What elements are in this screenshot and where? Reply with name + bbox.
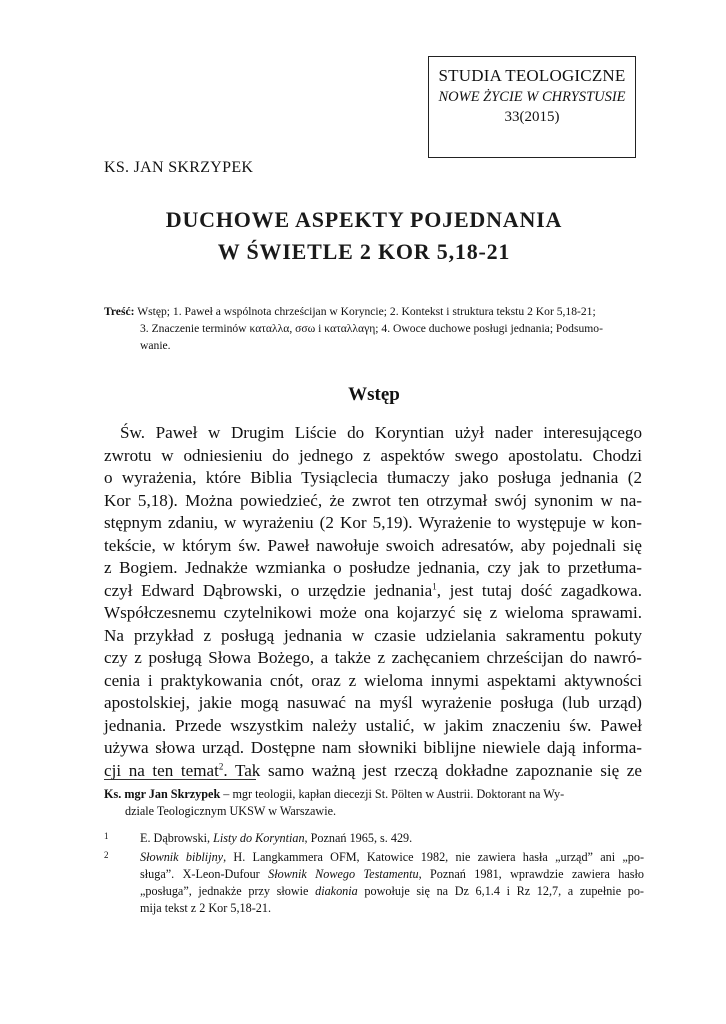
body-paragraph [104, 422, 642, 782]
body-line: Św. Paweł w Drugim Liście do Koryntian użył nader interesującego [120, 423, 642, 442]
body-line: czy z posługą Słowa Bożego, a także z zachęcaniem chrześcijan do nawró- [104, 648, 642, 667]
footnote-ref-2[interactable]: 2 [218, 760, 224, 771]
body-line: Współczesnemu czytelnikowi może ona kojarzyć się z wieloma sprawami. [104, 603, 642, 622]
footnote-line [104, 830, 644, 847]
footnote-1 [104, 830, 644, 847]
footnote-text: , Poznań 1981, wprawdzie zawiera hasło [418, 867, 645, 881]
title-line-1: DUCHOWE ASPEKTY POJEDNANIA [165, 207, 563, 232]
footnote-line [104, 866, 644, 883]
body-line: jednania. Przede wszystkim należy ustalić, w jakim znaczeniu św. Paweł [104, 715, 642, 735]
title-line-2: W ŚWIETLE 2 KOR 5,18-21 [217, 239, 511, 264]
footnote-title: Słownik biblijny [140, 850, 224, 864]
footnote-text: E. Dąbrowski, [140, 831, 214, 845]
body-line: apostolskiej, jakie mogą nasuwać na myśl wyrażenie posługa (lub urząd) [104, 693, 642, 712]
article-author: KS. JAN SKRZYPEK [104, 159, 254, 176]
author-note-line-1 [104, 786, 644, 803]
footnote-text: powołuje się na Dz 6,1.4 i Rz 12,7, a zupełnie po- [357, 884, 644, 898]
body-line: używa słowa urząd. Dostępne nam słowniki biblijne niewiele dają informa- [104, 738, 642, 757]
journal-subtitle: NOWE ŻYCIE W CHRYSTUSIE [438, 89, 626, 105]
body-text-fragment: , jest tutaj dość zagadkowa. [436, 580, 642, 600]
footnote-ref-1[interactable]: 1 [432, 580, 437, 591]
body-line: tekście, w którym św. Paweł nawołuje swoich adresatów, aby pojednali się [104, 535, 642, 555]
body-line [104, 580, 642, 603]
footnote-separator [104, 779, 256, 780]
footnote-number: 2 [104, 850, 109, 860]
contents-line-2: 3. Znaczenie terminów καταλλα, σσω i καταλλαγη; 4. Owoce duchowe posługi jednania; Podsumo- [140, 322, 603, 335]
body-text-fragment: cji na ten temat [104, 760, 219, 780]
footnote-text: , H. Langkammera OFM, Katowice 1982, nie zawiera hasła „urząd” ani „po- [223, 850, 645, 864]
body-line: o wyrażenia, które Biblia Tysiąclecia tłumaczy jako posługa jednania (2 [104, 468, 642, 487]
body-line: z Bogiem. Jednakże wzmianka o posłudze jednania, czy jak to przetłuma- [104, 558, 642, 577]
footnote-title: diakonia [315, 884, 358, 898]
footnote-text: , Poznań 1965, s. 429. [304, 831, 413, 845]
footnote-text: sługa”. X-Leon-Dufour [140, 867, 269, 881]
footnote-line [104, 883, 644, 900]
body-text-fragment: czył Edward Dąbrowski, o urzędzie jednania [104, 580, 433, 600]
article-title [104, 204, 624, 268]
author-note-line-2: dziale Teologicznym UKSW w Warszawie. [125, 804, 337, 818]
footnote-line [104, 849, 644, 866]
body-line: Kor 5,18). Można powiedzieć, że zwrot ten otrzymał swój synonim w na- [104, 490, 642, 510]
contents-line-1: Wstęp; 1. Paweł a wspólnota chrześcijan w Koryncie; 2. Kontekst i struktura tekstu 2 Kor 5,18-21; [137, 305, 596, 318]
body-line: zwrotu w odniesieniu do jednego z aspektów swego apostolatu. Chodzi [104, 445, 642, 465]
journal-name: STUDIA TEOLOGICZNE [438, 66, 626, 85]
body-line: stępnym zdaniu, w wyrażeniu (2 Kor 5,19). Wyrażenie to występuje w kon- [104, 513, 642, 532]
footnote-2 [104, 849, 644, 917]
footnote-title: Słownik Nowego Testamentu [268, 867, 419, 881]
footnote-number: 1 [104, 831, 109, 841]
journal-issue: 33(2015) [504, 109, 560, 125]
table-of-contents [104, 303, 644, 354]
footnote-title: Listy do Koryntian [213, 831, 305, 845]
author-note [104, 786, 644, 820]
body-line: cenia i praktykowania cnót, oraz z wieloma innymi aspektami aktywności [104, 670, 642, 690]
author-note-text: – mgr teologii, kapłan diecezji St. Pölten w Austrii. Doktorant na Wy- [220, 787, 565, 801]
journal-header-box [428, 56, 636, 158]
footnote-text: „posługa”, jednakże przy słowie [140, 884, 316, 898]
footnote-line: mija tekst z 2 Kor 5,18-21. [140, 901, 271, 915]
contents-line-3: wanie. [140, 339, 171, 352]
body-text-fragment: . Tak samo ważną jest rzeczą dokładne zapoznanie się ze [223, 760, 642, 780]
section-heading: Wstęp [348, 384, 400, 405]
author-note-name: Ks. mgr Jan Skrzypek [104, 787, 221, 801]
body-line: Na przykład z posługą jednania w czasie udzielania sakramentu pokuty [104, 625, 642, 645]
contents-label: Treść: [104, 305, 135, 318]
